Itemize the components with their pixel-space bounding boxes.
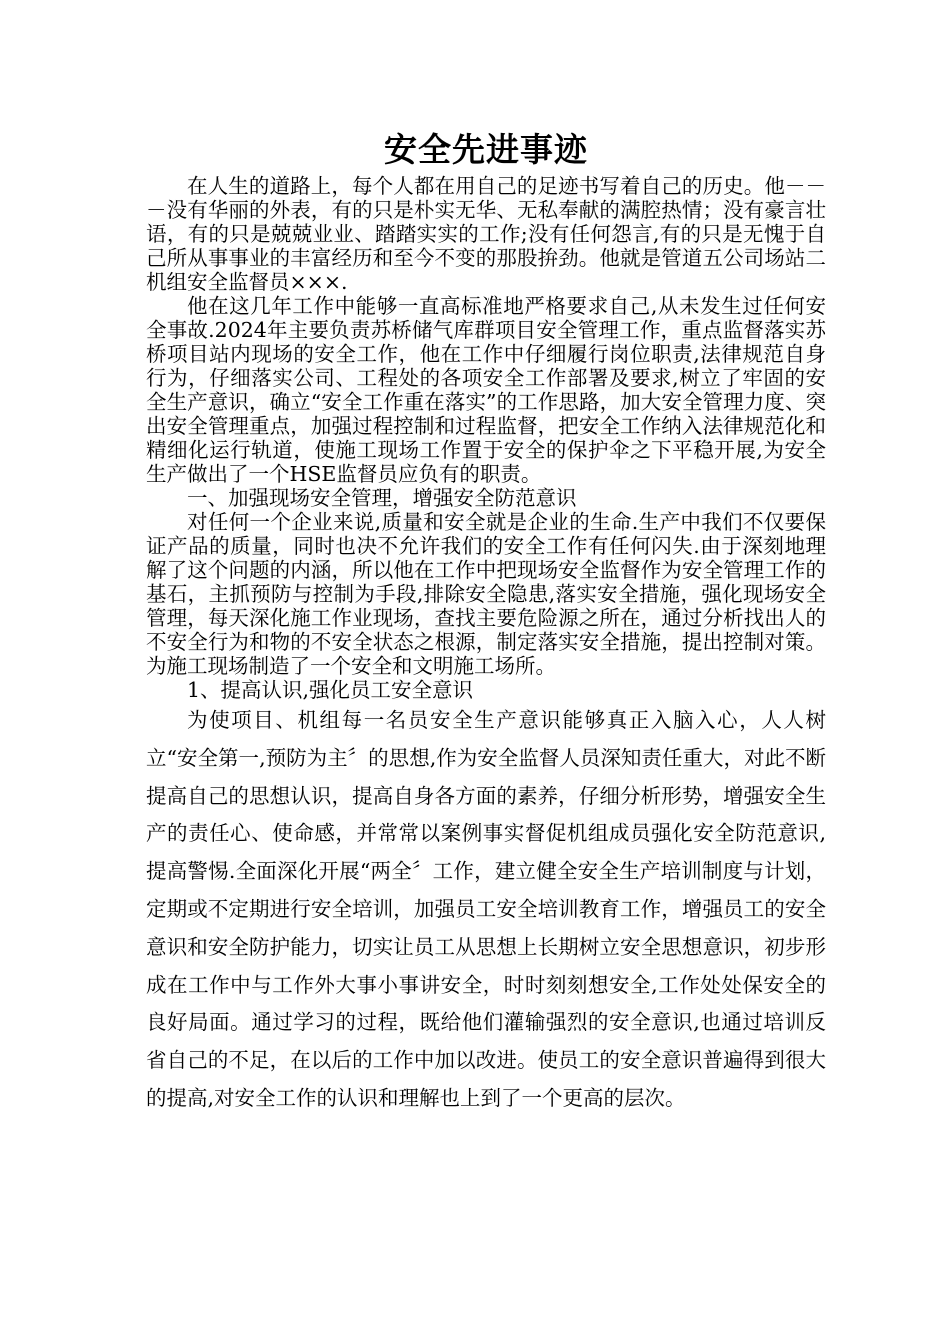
- paragraph-intro: 在人生的道路上，每个人都在用自己的足迹书写着自己的历史。他－－－没有华丽的外表，有的只是朴实无华、无私奉献的满腔热情；没有豪言壮语，有的只是兢兢业业、踏踏实实的工作;没有任何怨言,有的只是无愧于自己所从事事业的丰富经历和至今不变的那股拚劲。他就是管道五公司场站二机组安全监督员×××.: [146, 174, 826, 294]
- paragraph-work-summary: 他在这几年工作中能够一直高标准地严格要求自己,从未发生过任何安全事故.2024年主要负责苏桥储气库群项目安全管理工作，重点监督落实苏桥项目站内现场的安全工作，他在工作中仔细履行岗位职责,法律规范自身行为，仔细落实公司、工程处的各项安全工作部署及要求,树立了牢固的安全生产意识，确立“安全工作重在落实”的工作思路，加大安全管理力度、突出安全管理重点，加强过程控制和过程监督，把安全工作纳入法律规范化和精细化运行轨道，使施工现场工作置于安全的保护伞之下平稳开展,为安全生产做出了一个HSE监督员应负有的职责。: [146, 294, 826, 486]
- subsection-heading-1: 1、提高认识,强化员工安全意识: [187, 678, 474, 702]
- paragraph-awareness: 为使项目、机组每一名员安全生产意识能够真正入脑入心，人人树立“安全第一,预防为主〞的思想,作为安全监督人员深知责任重大，对此不断提高自己的思想认识，提高自身各方面的素养，仔细分析形势，增强安全生产的责任心、使命感，并常常以案例事实督促机组成员强化安全防范意识,提高警惕.全面深化开展“两全〞工作，建立健全安全生产培训制度与计划，定期或不定期进行安全培训，加强员工安全培训教育工作，增强员工的安全意识和安全防护能力，切实让员工从思想上长期树立安全思想意识，初步形成在工作中与工作外大事小事讲安全，时时刻刻想安全,工作处处保安全的良好局面。通过学习的过程，既给他们灌输强烈的安全意识,也通过培训反省自己的不足，在以后的工作中加以改进。使员工的安全意识普遍得到很大的提高,对安全工作的认识和理解也上到了一个更高的层次。: [146, 708, 826, 1110]
- paragraph-site-management: 对任何一个企业来说,质量和安全就是企业的生命.生产中我们不仅要保证产品的质量，同时也决不允许我们的安全工作有任何闪失.由于深刻地理解了这个问题的内涵，所以他在工作中把现场安全监督作为安全管理工作的基石，主抓预防与控制为手段,排除安全隐患,落实安全措施，强化现场安全管理，每天深化施工作业现场，查找主要危险源之所在，通过分析找出人的不安全行为和物的不安全状态之根源，制定落实安全措施，提出控制对策。为施工现场制造了一个安全和文明施工场所。: [146, 510, 826, 678]
- section-heading-1: 一、加强现场安全管理，增强安全防范意识: [187, 486, 577, 510]
- document-title: 安全先进事迹: [384, 130, 588, 169]
- document-page: [146, 128, 826, 1118]
